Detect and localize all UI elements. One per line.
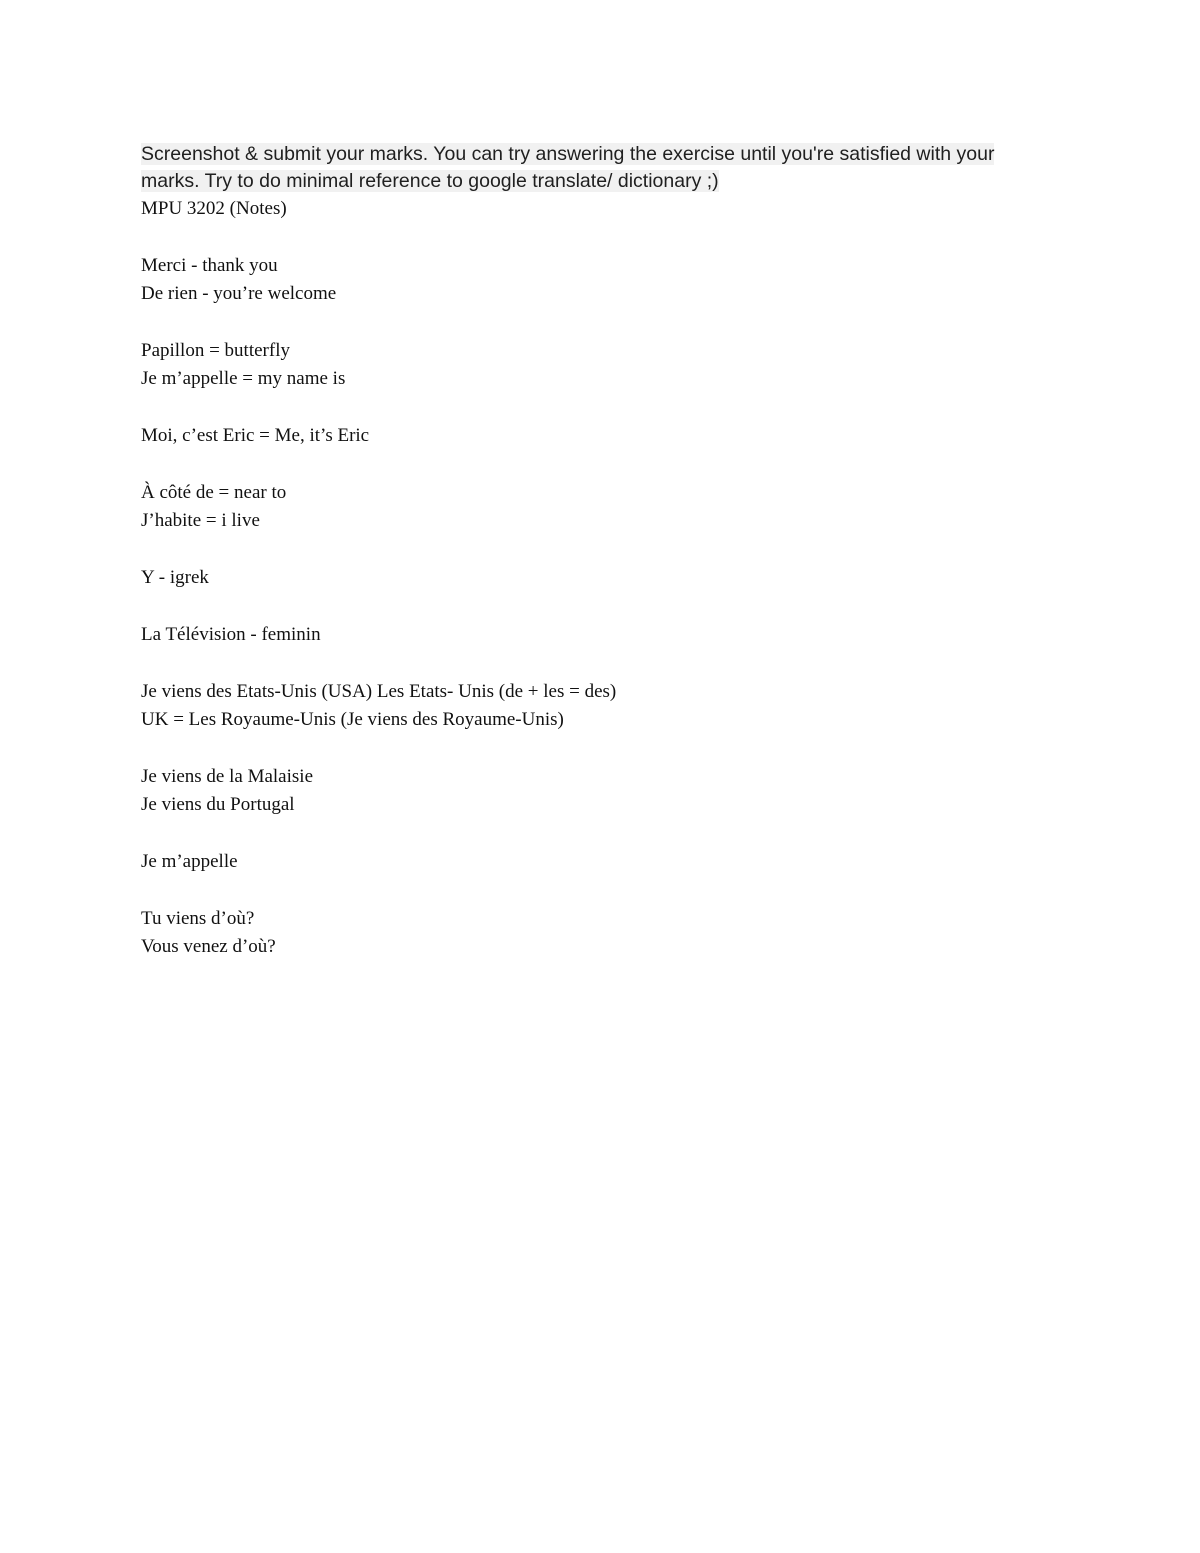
note-line <box>141 536 1041 564</box>
note-line: Y - igrek <box>141 567 209 589</box>
note-line: Vous venez d’où? <box>141 936 276 958</box>
note-line: Je viens des Etats-Unis (USA) Les Etats- Unis (de + les = des) <box>141 680 617 702</box>
note-line: Papillon = butterfly <box>141 339 290 361</box>
note-line <box>141 649 1041 677</box>
note-line <box>141 592 1041 620</box>
note-line <box>141 734 1041 762</box>
instructions-text: Screenshot & submit your marks. You can try answering the exercise until you're satisfied with your marks. Try to do minimal reference to google translate/ dictionary ;) <box>141 143 995 192</box>
note-line: La Télévision - feminin <box>141 623 321 645</box>
instructions-paragraph <box>141 141 1046 195</box>
note-line: UK = Les Royaume-Unis (Je viens des Royaume-Unis) <box>141 709 564 731</box>
note-line: Je viens du Portugal <box>141 794 295 816</box>
note-line: Tu viens d’où? <box>141 907 255 929</box>
note-line <box>141 394 1041 422</box>
note-line: Je m’appelle <box>141 850 238 872</box>
note-line <box>141 820 1041 848</box>
note-line: Je viens de la Malaisie <box>141 765 314 787</box>
note-line: De rien - you’re welcome <box>141 283 337 305</box>
notes-title: MPU 3202 (Notes) <box>141 198 287 219</box>
note-line: Moi, c’est Eric = Me, it’s Eric <box>141 425 370 447</box>
note-line: J’habite = i live <box>141 510 260 532</box>
note-line <box>141 223 1041 251</box>
note-line: Merci - thank you <box>141 254 278 276</box>
note-line: À côté de = near to <box>141 481 287 503</box>
note-line <box>141 876 1041 904</box>
note-line <box>141 451 1041 479</box>
notes-section <box>141 195 1041 962</box>
note-line <box>141 309 1041 337</box>
note-line: Je m’appelle = my name is <box>141 368 346 390</box>
